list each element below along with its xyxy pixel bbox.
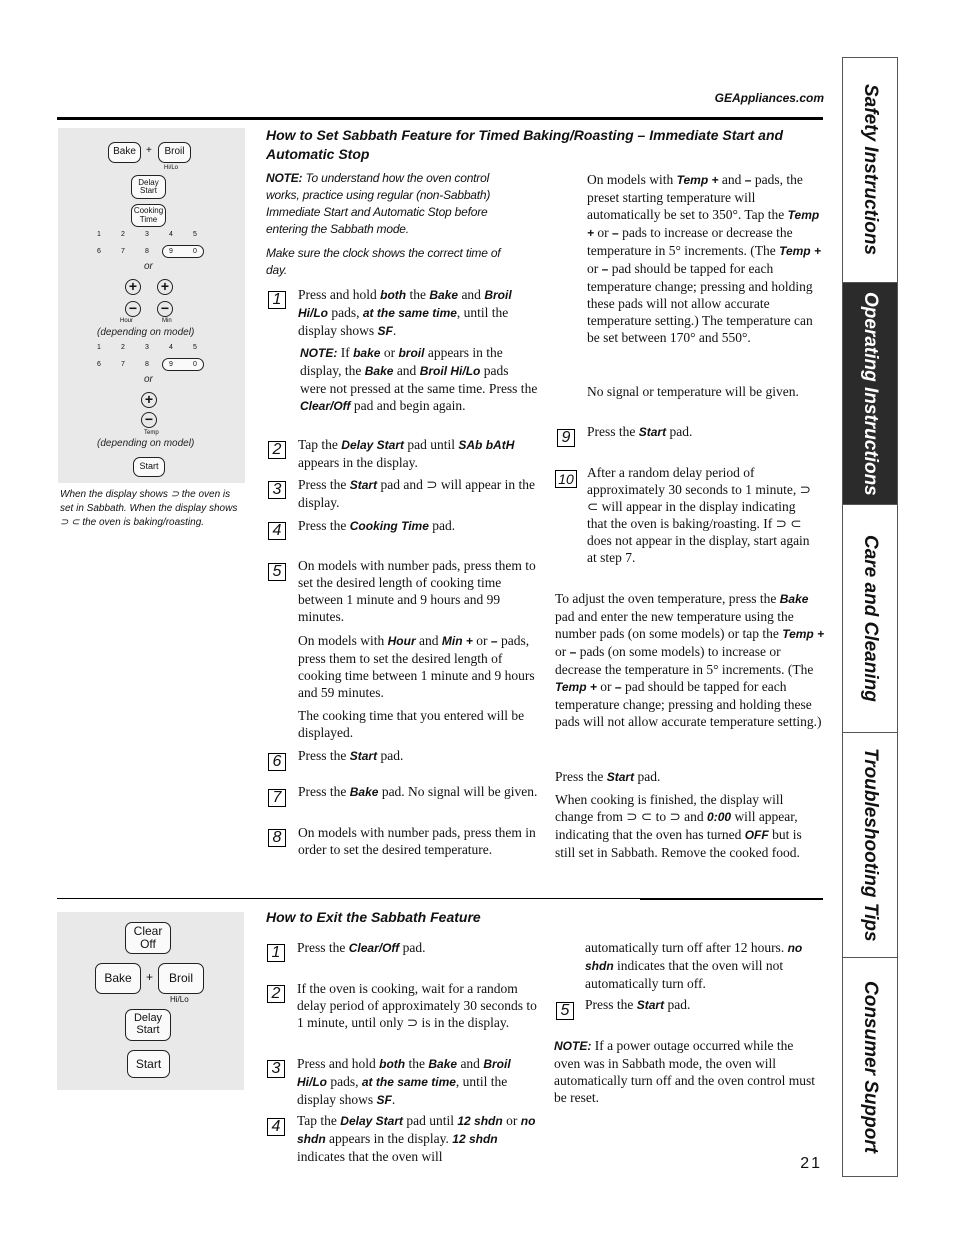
exit-step-1-text: Press the Clear/Off pad.	[297, 940, 426, 955]
num-7: 7	[121, 361, 125, 368]
depending-on-model-2: (depending on model)	[97, 438, 195, 449]
hour-label: Hour	[120, 318, 134, 324]
step-number-4: 4	[268, 522, 286, 540]
or-label-1: or	[144, 261, 153, 272]
tab-label: Troubleshooting Tips	[860, 748, 881, 942]
step-5-alt: On models with Hour and Min + or – pads, press them to set the desired length of cooking time between 1 minute and 9 hours and 59 minutes.	[298, 633, 535, 700]
note-text: To understand how the oven control works, practice using regular (non-Sabbath) Immediate Start and Automatic Stop before entering the Sabbath mode.	[266, 171, 491, 236]
tab-label: Care and Cleaning	[860, 535, 881, 702]
section-title-exit-sabbath: How to Exit the Sabbath Feature	[266, 909, 481, 925]
step-6-text: Press the Start pad.	[298, 748, 404, 763]
temp-label: Temp	[144, 430, 159, 436]
exit-step-4-text: Tap the Delay Start pad until 12 shdn or no shdn appears in the display. 12 shdn indicates that the oven will	[297, 1113, 536, 1164]
note-practice	[266, 170, 521, 238]
adjust-temp-info: To adjust the oven temperature, press the Bake pad and enter the new temperature using the number pads (on some models) or tap the Temp + or – pads (on some models) to increase or decrease the temperature in 5° increments. (The Temp + or – pad should be tapped for each temperature change; pressing and holding these pads will not allow accurate temperature setting.)	[555, 591, 825, 729]
control-panel-illustration-1	[58, 128, 245, 483]
num-5: 5	[193, 344, 197, 351]
num-5: 5	[193, 231, 197, 238]
tab-label: Consumer Support	[860, 980, 881, 1154]
step-10-text: After a random delay period of approximately 30 seconds to 1 minute, ⊃ ⊂ will appear in the display indicating that the oven is baking/roasting. If ⊃ ⊂ does not appear in the display, start again at step 7.	[587, 465, 811, 565]
tab-label: Safety Instructions	[860, 84, 881, 256]
cooking-finished-info: When cooking is finished, the display will change from ⊃ ⊂ to ⊃ and 0:00 will appear, indicating that the oven has turned OFF but is still set in Sabbath. Remove the cooked food.	[555, 792, 802, 860]
step-5-display: The cooking time that you entered will be displayed.	[298, 708, 525, 740]
step-2-text: Tap the Delay Start pad until SAb bAtH appears in the display.	[298, 437, 515, 470]
step-number-1: 1	[268, 291, 286, 309]
tab-safety-instructions[interactable]	[843, 58, 897, 283]
step-1-text: Press and hold both the Bake and Broil Hi/Lo pads, at the same time, until the display shows SF.	[298, 287, 512, 338]
num-4: 4	[169, 344, 173, 351]
exit-step-3-text: Press and hold both the Bake and Broil Hi/Lo pads, at the same time, until the display shows SF.	[297, 1056, 511, 1107]
step-7-text: Press the Bake pad. No signal will be given.	[298, 784, 538, 799]
broil-pad: Broil	[158, 963, 204, 994]
min-label: Min	[162, 318, 172, 324]
section-title-timed-sabbath: How to Set Sabbath Feature for Timed Baking/Roasting – Immediate Start and Automatic Stop	[266, 127, 784, 162]
num-1: 1	[97, 231, 101, 238]
exit-step-number-1: 1	[267, 944, 285, 962]
step-5-text: On models with number pads, press them to set the desired length of cooking time between 1 minute and 9 hours and 99 minutes.	[298, 558, 536, 624]
num-0: 0	[193, 248, 197, 255]
plus-icon: +	[125, 279, 141, 295]
num-4: 4	[169, 231, 173, 238]
page-number: 21	[800, 1155, 822, 1172]
top-rule	[57, 117, 823, 120]
step-8-text: On models with number pads, press them in order to set the desired temperature.	[298, 825, 536, 857]
step-9-text: Press the Start pad.	[587, 424, 693, 439]
num-1: 1	[97, 344, 101, 351]
num-2: 2	[121, 344, 125, 351]
exit-step-number-4: 4	[267, 1118, 285, 1136]
step-number-2: 2	[268, 441, 286, 459]
hi-lo-label: Hi/Lo	[164, 165, 179, 171]
no-signal-info: No signal or temperature will be given.	[587, 384, 799, 399]
control-panel-illustration-2	[57, 912, 244, 1090]
num-6: 6	[97, 361, 101, 368]
note-label: NOTE:	[266, 171, 303, 185]
step-1-note: NOTE: If bake or broil appears in the display, the Bake and Broil Hi/Lo pads were not pressed at the same time. Press the Clear/Off pad and begin again.	[300, 345, 538, 413]
press-start-info: Press the Start pad.	[555, 769, 661, 784]
minus-icon: −	[125, 301, 141, 317]
delay-start-pad: Delay Start	[125, 1009, 171, 1041]
hi-lo-label: Hi/Lo	[170, 995, 189, 1004]
exit-step-2-text: If the oven is cooking, wait for a random delay period of approximately 30 seconds to 1 minute, until only ⊃ is in the display.	[297, 981, 537, 1030]
step-number-7: 7	[268, 789, 286, 807]
delay-start-pad: Delay Start	[131, 175, 166, 199]
panel-caption: When the display shows ⊃ the oven is set in Sabbath. When the display shows ⊃ ⊂ the oven is baking/roasting.	[60, 489, 238, 528]
bake-pad: Bake	[108, 142, 141, 163]
num-9-pad: 9	[162, 245, 204, 258]
broil-pad: Broil	[158, 142, 191, 163]
step-4-text: Press the Cooking Time pad.	[298, 518, 456, 533]
num-2: 2	[121, 231, 125, 238]
tab-operating-instructions[interactable]	[843, 283, 897, 505]
power-outage-text: If a power outage occurred while the oven was in Sabbath mode, the oven will automatically turn off and the oven control must be reset.	[554, 1038, 816, 1105]
num-8: 8	[145, 248, 149, 255]
bake-pad: Bake	[95, 963, 141, 994]
num-9-pad: 9	[162, 358, 204, 371]
num-3: 3	[145, 231, 149, 238]
depending-on-model-1: (depending on model)	[97, 327, 195, 338]
num-7: 7	[121, 248, 125, 255]
start-pad: Start	[127, 1050, 170, 1078]
step-number-5: 5	[268, 563, 286, 581]
exit-step-5-text: Press the Start pad.	[585, 997, 691, 1012]
num-0: 0	[193, 361, 197, 368]
step-number-10: 10	[555, 470, 577, 488]
num-8: 8	[145, 361, 149, 368]
tab-care-and-cleaning[interactable]	[843, 505, 897, 733]
clock-instruction: Make sure the clock shows the correct time of day.	[266, 246, 501, 277]
or-label-2: or	[144, 374, 153, 385]
step-number-8: 8	[268, 829, 286, 847]
tab-label: Operating Instructions	[860, 291, 881, 496]
step-number-6: 6	[268, 753, 286, 771]
num-3: 3	[145, 344, 149, 351]
section-divider-accent	[640, 898, 823, 900]
cooking-time-pad: Cooking Time	[131, 204, 166, 227]
exit-step-number-2: 2	[267, 985, 285, 1003]
temp-pads-info: On models with Temp + and – pads, the preset starting temperature will automatically be set to 350°. Tap the Temp + or – pads to increase or decrease the temperature in 5° increments. (The Temp + or – pad should be tapped for each temperature change; pressing and holding these pads will not allow accurate temperature setting.) The temperature can be set between 170° and 550°.	[587, 172, 821, 345]
step-number-9: 9	[557, 429, 575, 447]
exit-step-number-3: 3	[267, 1060, 285, 1078]
plus-icon: +	[141, 392, 157, 408]
plus-sign: +	[146, 145, 152, 156]
note-label-2: NOTE:	[554, 1039, 592, 1053]
step-number-3: 3	[268, 481, 286, 499]
clear-off-pad: Clear Off	[125, 922, 171, 954]
num-6: 6	[97, 248, 101, 255]
tab-consumer-support[interactable]	[843, 958, 897, 1176]
exit-step-number-5: 5	[556, 1002, 574, 1020]
start-pad: Start	[133, 457, 165, 477]
minus-icon: −	[141, 412, 157, 428]
step-3-text: Press the Start pad and ⊃ will appear in the display.	[298, 477, 535, 510]
plus-sign: +	[146, 970, 154, 984]
exit-step-4-continued: automatically turn off after 12 hours. no shdn indicates that the oven will not automatically turn off.	[585, 940, 803, 991]
minus-icon: −	[157, 301, 173, 317]
website-url: GEAppliances.com	[714, 91, 824, 105]
section-tabs	[842, 57, 898, 1177]
tab-troubleshooting-tips[interactable]	[843, 733, 897, 958]
plus-icon: +	[157, 279, 173, 295]
power-outage-note	[554, 1037, 822, 1106]
